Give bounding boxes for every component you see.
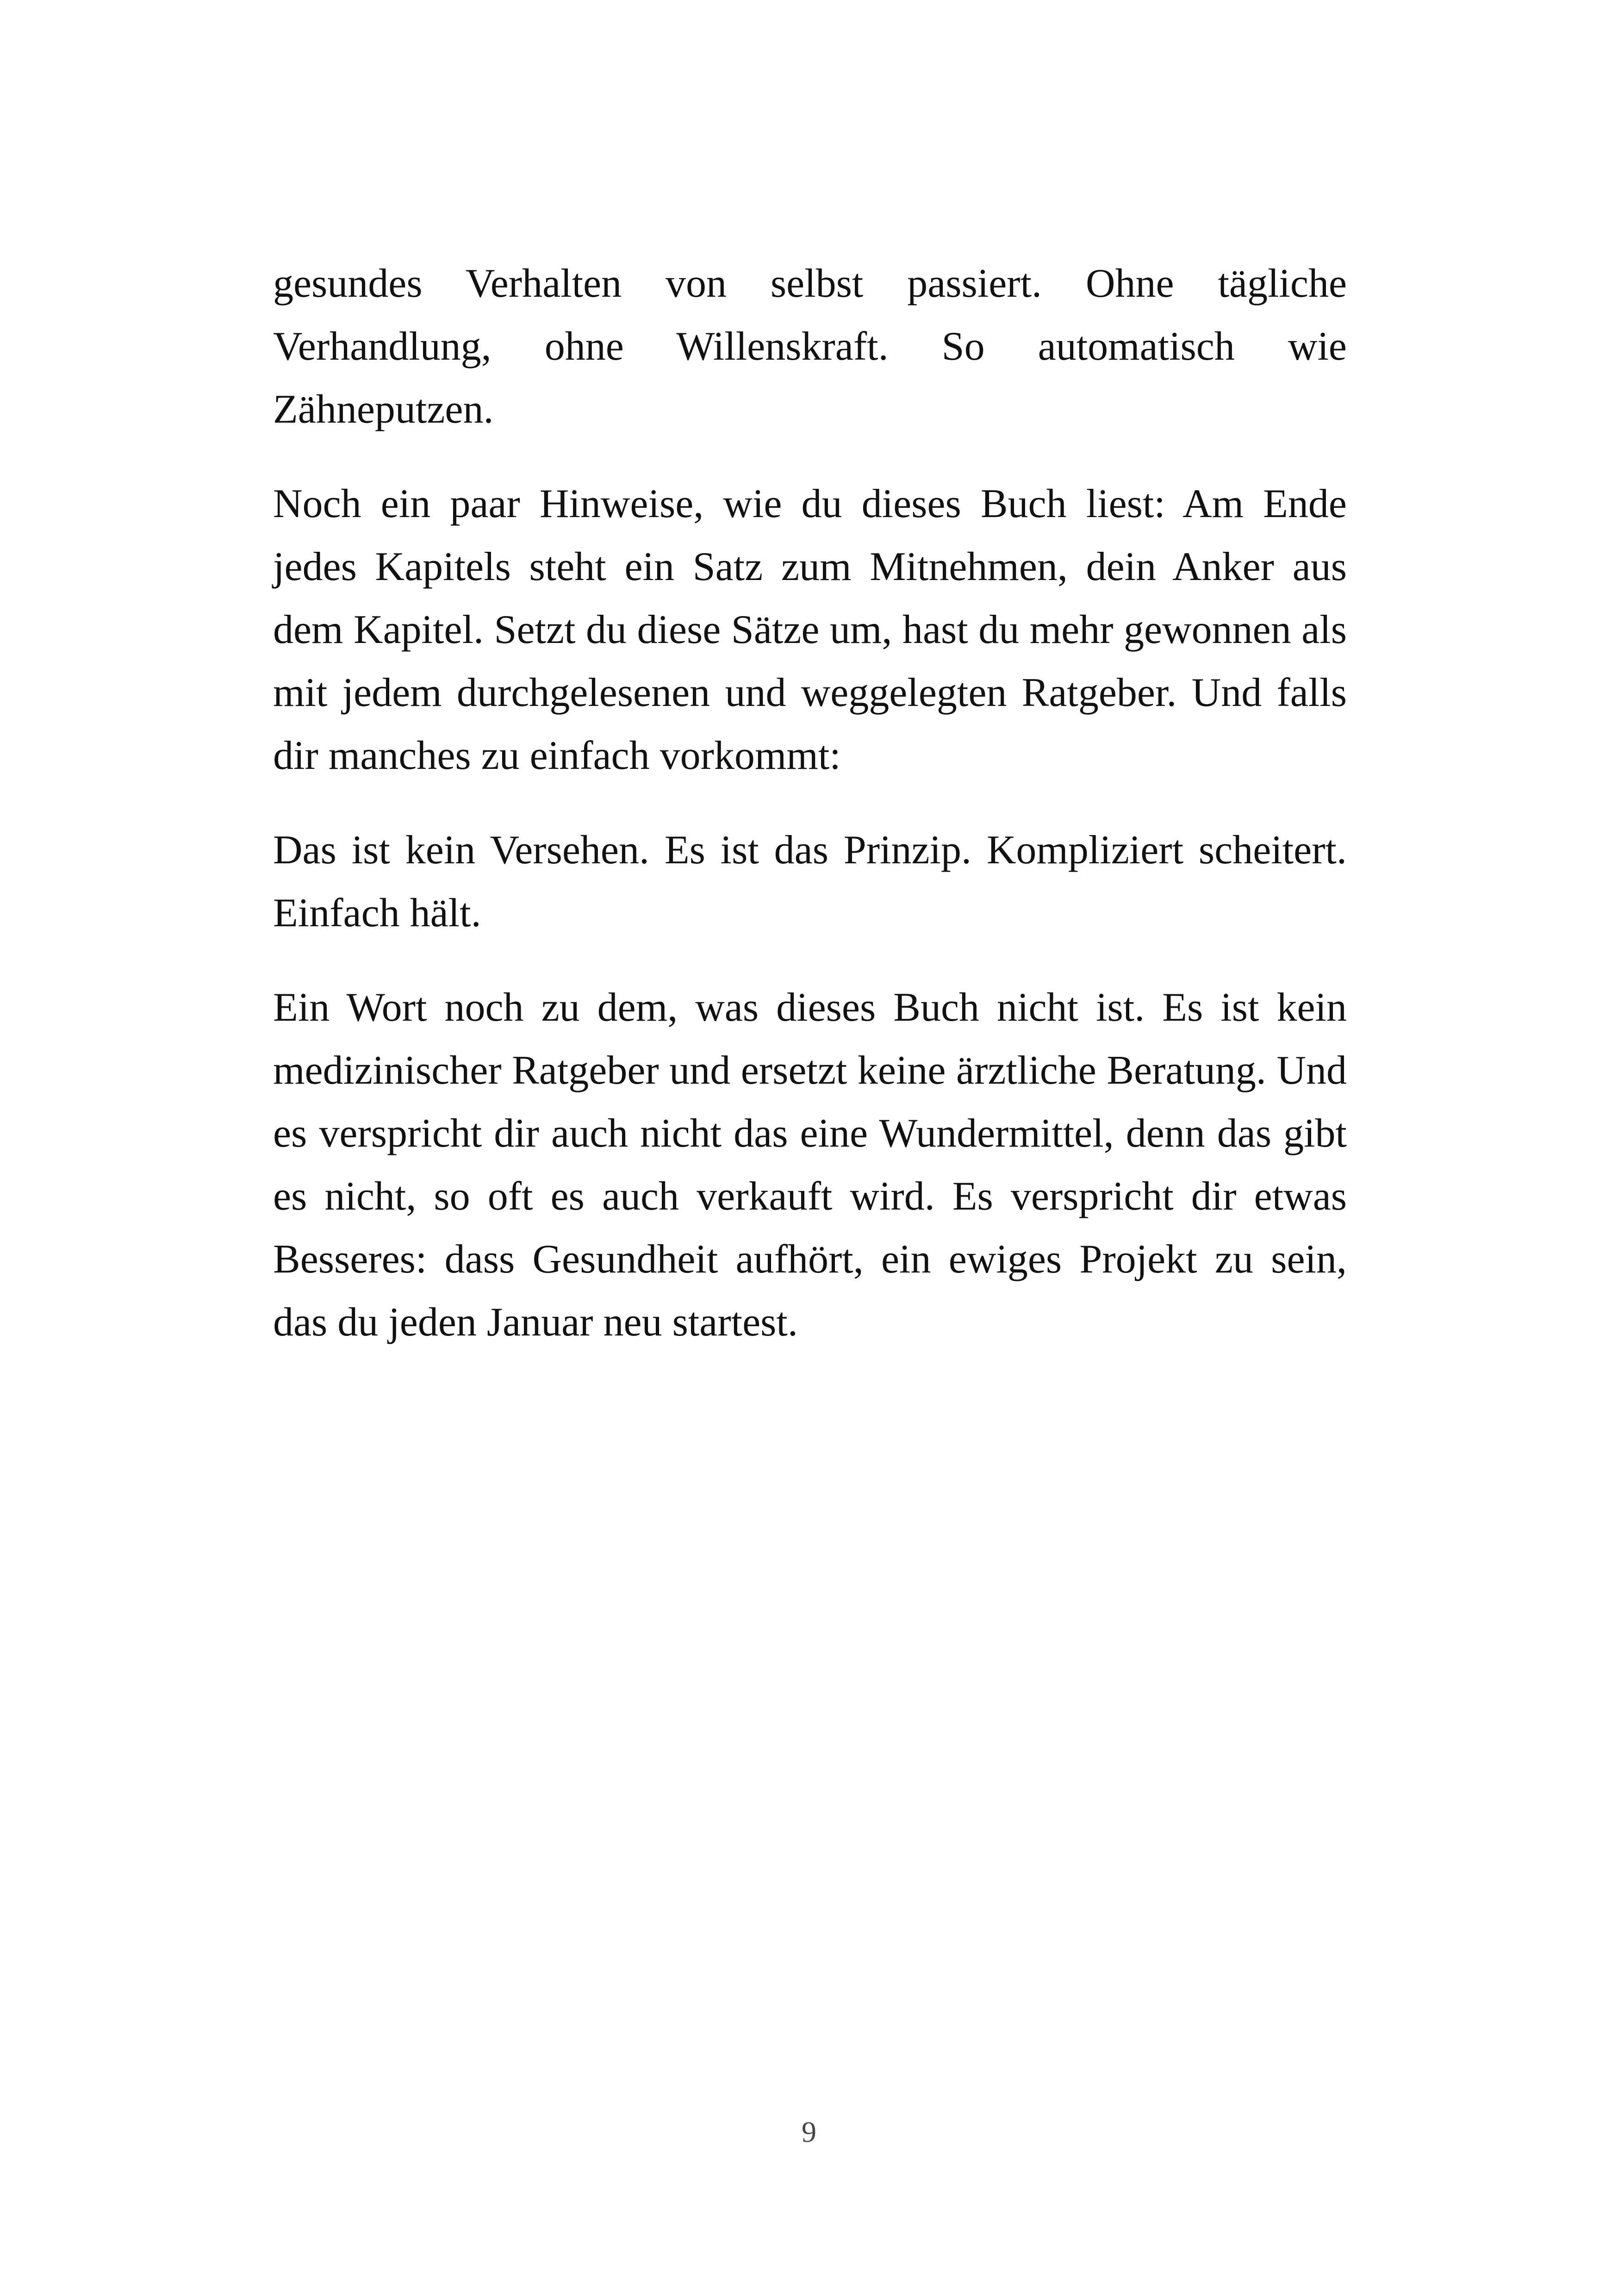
paragraph-1: gesundes Verhalten von selbst passiert. Ohne tägliche Verhandlung, ohne Willenskraft. So automatisch wie Zähneputzen.	[273, 261, 1347, 432]
body-text	[273, 252, 1347, 1385]
paragraph-3: Das ist kein Versehen. Es ist das Prinzip. Kompliziert scheitert. Einfach hält.	[273, 828, 1347, 936]
paragraph-2: Noch ein paar Hinweise, wie du dieses Buch liest: Am Ende jedes Kapitels steht ein Satz zum Mitnehmen, dein Anker aus dem Kapitel. Setzt du diese Sätze um, hast du mehr gewonnen als mit jedem durchgelesenen und weggelegten Ratgeber. Und falls dir manches zu einfach vorkommt:	[273, 481, 1347, 778]
page-number: 9	[802, 2115, 816, 2148]
paragraph-4: Ein Wort noch zu dem, was dieses Buch nicht ist. Es ist kein medizinischer Ratgeber und ersetzt keine ärztliche Beratung. Und es verspricht dir auch nicht das eine Wundermittel, denn das gibt es nicht, so oft es auch verkauft wird. Es verspricht dir etwas Besseres: dass Gesundheit aufhört, ein ewiges Projekt zu sein, das du jeden Januar neu startest.	[273, 985, 1347, 1345]
